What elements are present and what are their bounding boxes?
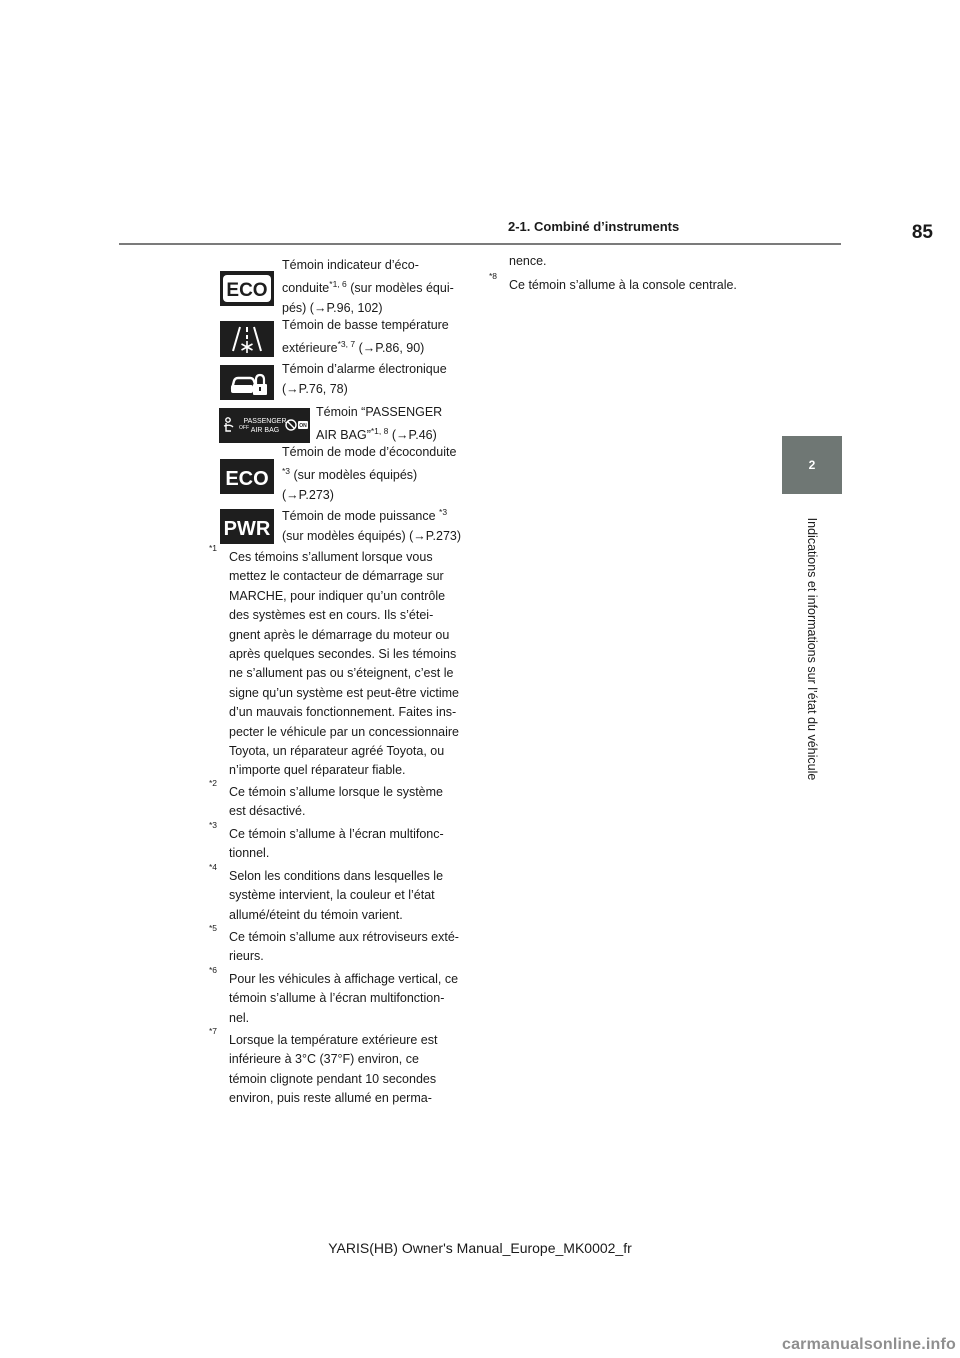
footnote-6: *6 Pour les véhicules à affichage vertical, ce témoin s’allume à l’écran multifonction- nel. [209,965,459,1025]
footnote-8: *8 Ce témoin s’allume à la console centrale. [489,271,737,292]
airbag-label-bottom: AIR BAG [250,427,280,434]
indicator-text-passenger-airbag: Témoin “PASSENGER AIR BAG”$^{*1, 8}$ (→P.46) [316,405,443,442]
airbag-label-top: PASSENGER [243,418,287,425]
power-mode-indicator-icon [220,509,274,544]
airbag-on-label: ON [299,423,307,430]
header-rule [119,243,841,245]
passenger-airbag-indicator-icon [219,408,310,443]
eco-driving-indicator-icon [220,271,274,306]
watermark: carmanualsonline.info [781,1336,956,1353]
footnote-2: *2 Ce témoin s’allume lorsque le système est désactivé. [209,778,443,819]
manual-footer: YARIS(HB) Owner's Manual_Europe_MK0002_fr [328,1240,632,1256]
footnote-1: *1 Ces témoins s’allument lorsque vous mettez le contacteur de démarrage sur MARCHE, pour indiquer qu’un contrôle des systèmes est en cours. Ils s’étei- gnent après le démarrage du moteur ou après quelques secondes. Si les témoins ne s’allument pas ou s’éteignent, c’est le signe qu’un système est peut-être victime d’un mauvais fonctionnement. Faites ins- pecter le véhicule par un concessionnaire Toyota, un réparateur agréé Toyota, ou n’importe quel réparateur fiable. [209,543,459,778]
section-title: 2-1. Combiné d’instruments [508,219,680,234]
chapter-side-label: Indications et informations sur l’état du véhicule [805,517,819,781]
pwr-icon-label: PWR [223,518,271,540]
low-temperature-indicator-icon [220,321,274,357]
eco-mode-indicator-icon [220,459,274,494]
chapter-tab [782,436,842,494]
chapter-tab-number: 2 [808,458,816,472]
eco-mode-icon-label: ECO [225,468,269,490]
footnote-3: *3 Ce témoin s’allume à l’écran multifonc- tionnel. [209,820,444,861]
footnote-4: *4 Selon les conditions dans lesquelles le système intervient, la couleur et l’état allumé/éteint du témoin varient. [209,862,444,922]
airbag-off-label: OFF [239,425,249,431]
indicator-text-power-mode: Témoin de mode puissance $^{*3}$ (sur modèles équipés) (→P.273) [282,506,462,543]
footnote-7: *7 Lorsque la température extérieure est inférieure à 3°C (37°F) environ, ce témoin clignote pendant 10 secondes environ, puis reste allumé en perma- [209,1026,438,1106]
footnote-7-continuation: nence. [509,254,547,268]
indicator-text-low-temperature: Témoin de basse température extérieure$^{*3, 7}$ (→P.86, 90) [282,318,449,355]
page-number: 85 [911,222,933,243]
indicator-text-eco-mode: Témoin de mode d’écoconduite $^{*3}$ (sur modèles équipés) (→P.273) [282,445,457,502]
indicator-text-security: Témoin d’alarme électronique (→P.76, 78) [282,362,447,396]
security-indicator-icon [220,365,274,400]
footnote-5: *5 Ce témoin s’allume aux rétroviseurs exté- rieurs. [209,923,459,964]
indicator-text-eco-driving: Témoin indicateur d’éco- conduite$^{*1, 6}$ (sur modèles équi- pés) (→P.96, 102) [282,258,454,315]
eco-icon-label: ECO [226,280,268,301]
